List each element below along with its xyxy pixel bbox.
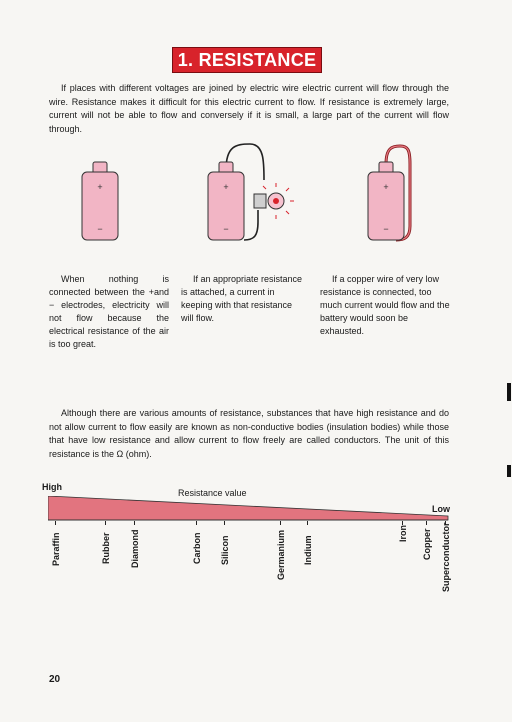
scale-tick — [307, 521, 308, 525]
scale-tick — [426, 521, 427, 525]
material-copper: Copper — [422, 528, 432, 560]
scale-title: Resistance value — [178, 488, 247, 498]
caption-open-circuit: When nothing is connected between the +and − electrodes, electricity will not flow because the electrical resistance of the air is too great. — [49, 274, 169, 349]
minus-sign: − — [223, 224, 229, 234]
high-label: High — [42, 482, 62, 492]
material-silicon: Silicon — [220, 535, 230, 565]
scale-tick — [55, 521, 56, 525]
scale-tick — [280, 521, 281, 525]
section-title: 1. RESISTANCE — [177, 49, 317, 70]
material-superconductor: Superconductor — [441, 522, 451, 592]
plus-sign: + — [383, 182, 389, 192]
plus-sign: + — [97, 182, 103, 192]
battery-with-bulb — [200, 140, 305, 250]
minus-sign: − — [97, 224, 103, 234]
resistance-scale-bar — [48, 496, 453, 529]
material-iron: Iron — [398, 525, 408, 542]
scale-tick — [134, 521, 135, 525]
caption-with-bulb: If an appropriate resistance is attached, a current in keeping with that resistance will flow. — [181, 274, 303, 323]
battery-short-circuit — [360, 140, 420, 250]
material-carbon: Carbon — [192, 532, 202, 564]
battery-open-circuit — [80, 160, 120, 242]
intro-paragraph: If places with different voltages are joined by electric wire electric current will flow through the wire. Resistance makes it difficult for this electric current to flow. If resistance is extremely large, current will not be able to flow and conversely if it is small, a large part of the current will flow through. — [49, 83, 449, 134]
scale-tick — [105, 521, 106, 525]
light-bulb-icon — [254, 183, 294, 219]
minus-sign: − — [383, 224, 389, 234]
material-rubber: Rubber — [101, 532, 111, 564]
edge-mark — [507, 383, 511, 401]
material-indium: Indium — [303, 535, 313, 565]
caption-short-circuit: If a copper wire of very low resistance is connected, too much current would flow and the battery would soon be exhausted. — [320, 274, 450, 336]
scale-tick — [224, 521, 225, 525]
material-paraffin: Paraffin — [51, 532, 61, 566]
plus-sign: + — [223, 182, 229, 192]
material-diamond: Diamond — [130, 529, 140, 568]
body-paragraph: Although there are various amounts of resistance, substances that have high resistance and do not allow current to flow easily are known as non-conductive bodies (insulation bodies) while those that have low resistance and allow current to flow freely are called conductors. The unit of this resistance is the Ω (ohm). — [49, 408, 449, 459]
scale-tick — [196, 521, 197, 525]
low-label: Low — [432, 504, 450, 514]
page-number: 20 — [49, 674, 61, 685]
material-germanium: Germanium — [276, 529, 286, 580]
edge-mark — [507, 465, 511, 477]
section-title-box — [172, 47, 322, 73]
